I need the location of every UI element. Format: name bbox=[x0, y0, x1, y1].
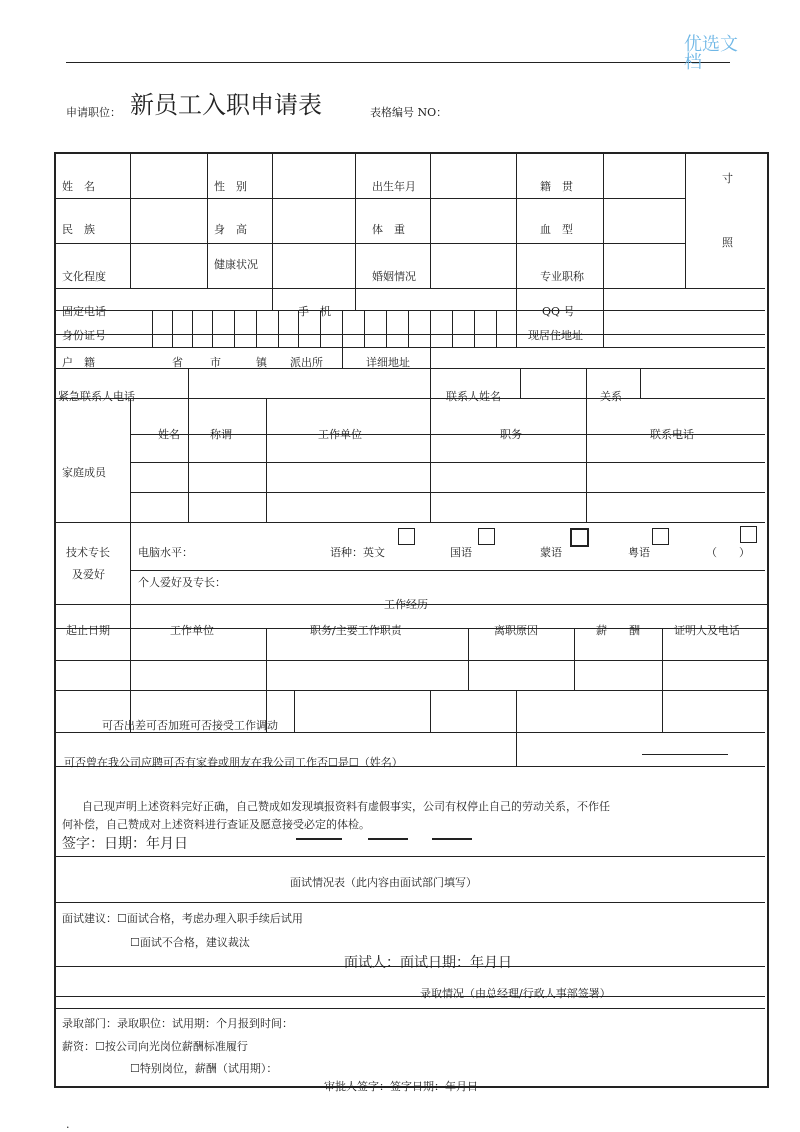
col-line bbox=[603, 152, 604, 288]
label-detail-address: 详细地址 bbox=[366, 356, 410, 369]
label-weight: 体 重 bbox=[372, 223, 405, 236]
mongolian-checkbox[interactable] bbox=[570, 528, 589, 547]
row-line bbox=[54, 243, 685, 244]
work-header-date: 起止日期 bbox=[66, 624, 110, 637]
col-line bbox=[355, 152, 356, 288]
sign-blank bbox=[368, 838, 408, 840]
interview-reject: ☐面试不合格，建议裁汰 bbox=[130, 936, 250, 949]
photo-label-1: 寸 bbox=[722, 172, 733, 185]
row-line bbox=[54, 1008, 765, 1009]
label-education: 文化程度 bbox=[62, 270, 106, 283]
english-checkbox[interactable] bbox=[398, 528, 415, 545]
id-cell-line bbox=[452, 310, 453, 347]
id-cell-line bbox=[516, 310, 517, 347]
label-birth: 出生年月 bbox=[372, 180, 416, 193]
id-cell-line bbox=[496, 310, 497, 347]
col-line bbox=[516, 288, 517, 310]
row-line bbox=[54, 522, 765, 523]
label-title: 专业职称 bbox=[540, 270, 584, 283]
row-line bbox=[54, 996, 765, 997]
label-relation: 关系 bbox=[600, 390, 622, 403]
family-header-title: 称谓 bbox=[210, 428, 232, 441]
row-line bbox=[54, 334, 765, 335]
label-health: 健康状况 bbox=[214, 258, 258, 271]
col-line bbox=[430, 152, 431, 288]
id-cell-line bbox=[212, 310, 213, 347]
mandarin-checkbox[interactable] bbox=[478, 528, 495, 545]
page-title: 新员工入职申请表 bbox=[130, 91, 322, 119]
label-mandarin: 国语 bbox=[450, 546, 472, 559]
work-header-reference: 证明人及电话 bbox=[674, 624, 740, 637]
sign-blank bbox=[432, 838, 472, 840]
col-line bbox=[586, 398, 587, 522]
job-label: 申请职位： bbox=[66, 106, 121, 119]
col-line bbox=[430, 398, 431, 522]
col-line bbox=[662, 628, 663, 732]
row-line bbox=[54, 902, 765, 903]
row-line bbox=[54, 660, 768, 661]
id-cell-line bbox=[603, 310, 604, 347]
col-line bbox=[516, 690, 517, 766]
footer-dot: . bbox=[66, 1118, 70, 1131]
id-cell-line bbox=[364, 310, 365, 347]
label-id-card: 身份证号 bbox=[62, 329, 106, 342]
hire-special: ☐特别岗位，薪酬（试用期）： bbox=[130, 1062, 278, 1075]
id-cell-line bbox=[278, 310, 279, 347]
family-header-name: 姓名 bbox=[158, 428, 180, 441]
label-language: 语种：英文 bbox=[330, 546, 385, 559]
id-cell-line bbox=[342, 310, 343, 347]
row-line bbox=[54, 690, 768, 691]
label-marriage: 婚姻情况 bbox=[372, 270, 416, 283]
hire-title: 录取情况（由总经理/行政人事部签署） bbox=[420, 987, 611, 1000]
other-language-checkbox[interactable] bbox=[740, 526, 757, 543]
col-line bbox=[294, 690, 295, 732]
col-line bbox=[272, 152, 273, 288]
row-line bbox=[130, 462, 765, 463]
col-line bbox=[266, 628, 267, 732]
label-name: 姓 名 bbox=[62, 180, 95, 193]
id-cell-line bbox=[408, 310, 409, 347]
declaration-line-2: 何补偿，自己赞成对上述资料进行查证及愿意接受必定的体检。 bbox=[62, 818, 370, 831]
row-line bbox=[54, 732, 765, 733]
id-cell-line bbox=[192, 310, 193, 347]
row-line bbox=[54, 398, 765, 399]
label-gender: 性 别 bbox=[214, 180, 247, 193]
label-address: 现居住地址 bbox=[528, 329, 583, 342]
col-line bbox=[430, 368, 431, 398]
label-hobby: 个人爱好及专长： bbox=[138, 576, 226, 589]
interview-title: 面试情况表（此内容由面试部门填写） bbox=[290, 876, 477, 889]
id-cell-line bbox=[172, 310, 173, 347]
col-line bbox=[603, 288, 604, 310]
label-mobile: 手 机 bbox=[298, 305, 331, 318]
row-line bbox=[54, 628, 768, 629]
row-line bbox=[54, 198, 685, 199]
hire-approve: 审批人签字：签字日期：年月日 bbox=[324, 1080, 478, 1093]
col-line bbox=[130, 398, 131, 522]
label-contact-name: 联系人姓名 bbox=[446, 390, 501, 403]
col-line bbox=[586, 368, 587, 398]
row-line bbox=[130, 492, 765, 493]
question-travel: 可否出差可否加班可否接受工作调动 bbox=[102, 719, 278, 732]
col-line bbox=[130, 604, 131, 732]
label-blood: 血 型 bbox=[540, 223, 573, 236]
col-line bbox=[188, 398, 189, 522]
id-cell-line bbox=[430, 310, 431, 347]
row-line bbox=[54, 310, 765, 311]
col-line bbox=[685, 152, 686, 288]
col-line bbox=[355, 288, 356, 310]
col-line bbox=[266, 398, 267, 522]
label-province: 省 bbox=[172, 356, 183, 369]
label-computer: 电脑水平： bbox=[138, 546, 193, 559]
id-cell-line bbox=[234, 310, 235, 347]
col-line bbox=[272, 288, 273, 310]
col-line bbox=[768, 604, 769, 690]
col-line bbox=[130, 522, 131, 604]
interview-sign: 面试人：面试日期：年月日 bbox=[344, 955, 512, 971]
hire-dept: 录取部门：录取职位：试用期：个月报到时间： bbox=[62, 1017, 293, 1030]
label-cantonese: 粤语 bbox=[628, 546, 650, 559]
col-line bbox=[342, 347, 343, 368]
row-line bbox=[54, 347, 765, 348]
id-cell-line bbox=[256, 310, 257, 347]
col-line bbox=[188, 368, 189, 398]
top-rule bbox=[66, 62, 730, 63]
col-line bbox=[640, 368, 641, 398]
row-line bbox=[54, 288, 765, 289]
declaration-line-1: 自己现声明上述资料完好正确，自己赞成如发现填报资料有虚假事实，公司有权停止自己的劳动关系，不作任 bbox=[82, 800, 610, 813]
sign-blank bbox=[296, 838, 342, 840]
blank-line bbox=[642, 754, 728, 755]
declaration-sign: 签字：日期：年月日 bbox=[62, 836, 188, 852]
col-line bbox=[520, 368, 521, 398]
work-header-reason: 离职原因 bbox=[494, 624, 538, 637]
label-emergency-phone: 紧急联系人电话 bbox=[58, 390, 135, 403]
id-cell-line bbox=[152, 310, 153, 347]
work-header-duty: 职务/主要工作职责 bbox=[310, 624, 402, 637]
col-line bbox=[516, 152, 517, 288]
label-city: 市 bbox=[210, 356, 221, 369]
label-town: 镇 bbox=[256, 356, 267, 369]
label-qq: QQ 号 bbox=[542, 305, 575, 318]
watermark: 优选文档 bbox=[684, 34, 738, 73]
col-line bbox=[130, 152, 131, 288]
col-line bbox=[468, 628, 469, 690]
col-line bbox=[430, 347, 431, 368]
family-header-phone: 联系电话 bbox=[650, 428, 694, 441]
photo-label-2: 照 bbox=[722, 236, 733, 249]
family-header-unit: 工作单位 bbox=[318, 428, 362, 441]
label-police: 派出所 bbox=[290, 356, 323, 369]
question-relatives: 可否曾在我公司应聘可否有家眷或朋友在我公司工作否☐是☐（姓名） bbox=[64, 756, 403, 769]
label-ethnic: 民 族 bbox=[62, 223, 95, 236]
label-skills-1: 技术专长 bbox=[66, 546, 110, 559]
label-native: 籍 贯 bbox=[540, 180, 573, 193]
id-cell-line bbox=[386, 310, 387, 347]
label-other-language: （ ） bbox=[706, 546, 750, 559]
row-line bbox=[130, 570, 765, 571]
col-line bbox=[574, 628, 575, 690]
label-hukou: 户 籍 bbox=[62, 356, 95, 369]
label-skills-2: 及爱好 bbox=[72, 568, 105, 581]
label-height: 身 高 bbox=[214, 223, 247, 236]
interview-suggest: 面试建议：☐面试合格，考虑办理入职手续后试用 bbox=[62, 912, 303, 925]
work-title: 工作经历 bbox=[384, 598, 428, 611]
hire-salary: 薪资：☐按公司向光岗位薪酬标准履行 bbox=[62, 1040, 248, 1053]
row-line bbox=[54, 856, 765, 857]
label-family: 家庭成员 bbox=[62, 466, 106, 479]
cantonese-checkbox[interactable] bbox=[652, 528, 669, 545]
label-phone: 固定电话 bbox=[62, 305, 106, 318]
form-number: 表格编号 NO： bbox=[370, 106, 448, 119]
work-header-salary: 薪 酬 bbox=[596, 624, 640, 637]
label-mongolian: 蒙语 bbox=[540, 546, 562, 559]
family-header-position: 职务 bbox=[500, 428, 522, 441]
col-line bbox=[430, 690, 431, 732]
work-header-unit: 工作单位 bbox=[170, 624, 214, 637]
id-cell-line bbox=[474, 310, 475, 347]
col-line bbox=[207, 152, 208, 288]
